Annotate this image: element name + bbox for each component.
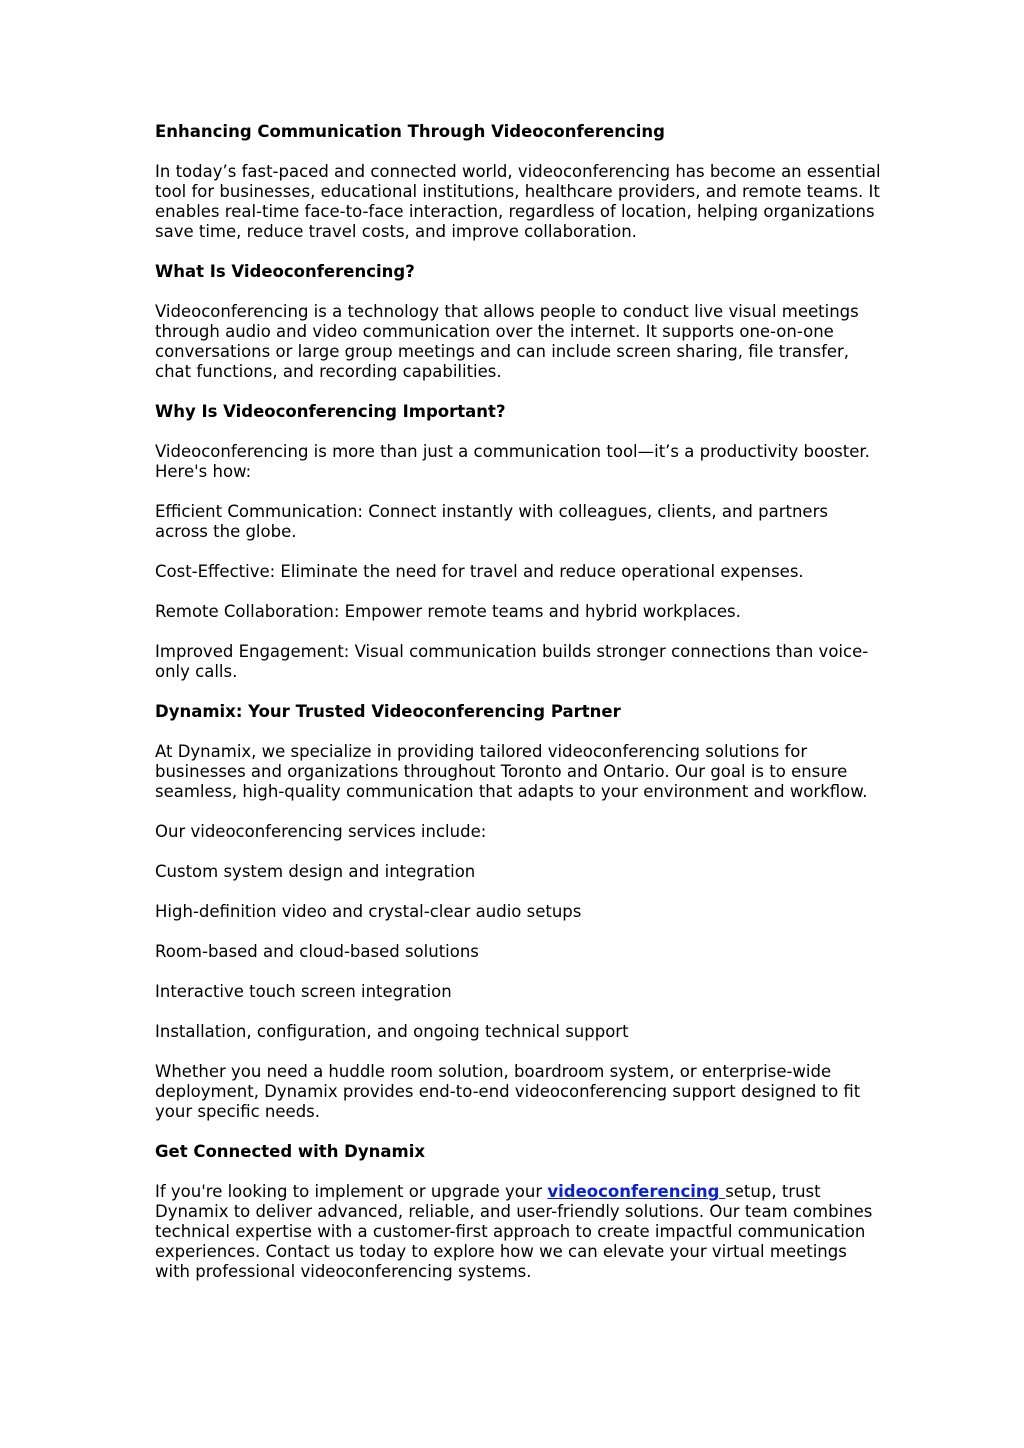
service-item-install: Installation, configuration, and ongoing technical support [155, 1022, 629, 1041]
document-title: Enhancing Communication Through Videoconferencing [155, 122, 665, 141]
benefit-item-engagement: Improved Engagement: Visual communication builds stronger connections than voice-only calls. [155, 642, 869, 681]
why-paragraph: Videoconferencing is more than just a communication tool—it’s a productivity booster. Here's how: [155, 442, 870, 481]
service-item-design: Custom system design and integration [155, 862, 476, 881]
service-item-room-cloud: Room-based and cloud-based solutions [155, 942, 479, 961]
services-intro: Our videoconferencing services include: [155, 822, 487, 841]
service-item-hd: High-definition video and crystal-clear audio setups [155, 902, 582, 921]
service-item-touch: Interactive touch screen integration [155, 982, 452, 1001]
connect-paragraph [155, 1182, 885, 1282]
benefit-item-remote: Remote Collaboration: Empower remote teams and hybrid workplaces. [155, 602, 741, 621]
why-heading: Why Is Videoconferencing Important? [155, 402, 506, 421]
benefit-item-cost: Cost-Effective: Eliminate the need for travel and reduce operational expenses. [155, 562, 804, 581]
videoconferencing-link[interactable]: videoconferencing [547, 1182, 726, 1201]
connect-heading: Get Connected with Dynamix [155, 1142, 426, 1161]
intro-paragraph: In today’s fast-paced and connected world, videoconferencing has become an essential tool for businesses, educational institutions, healthcare providers, and remote teams. It enables real-time face-to-face interaction, regardless of location, helping organizations save time, reduce travel costs, and improve collaboration. [155, 162, 881, 241]
connect-text-after-link: setup, trust Dynamix to deliver advanced, reliable, and user-friendly solutions. Our team combines technical expertise with a customer-first approach to create impactful communication experiences. Contact us today to explore how we can elevate your virtual meetings with professional videoconferencing systems. [155, 1182, 873, 1281]
dynamix-paragraph: At Dynamix, we specialize in providing tailored videoconferencing solutions for businesses and organizations throughout Toronto and Ontario. Our goal is to ensure seamless, high-quality communication that adapts to your environment and workflow. [155, 742, 868, 801]
what-paragraph: Videoconferencing is a technology that allows people to conduct live visual meetings through audio and video communication over the internet. It supports one-on-one conversations or large group meetings and can include screen sharing, file transfer, chat functions, and recording capabilities. [155, 302, 859, 381]
benefit-item-efficient: Efficient Communication: Connect instantly with colleagues, clients, and partners across the globe. [155, 502, 828, 541]
what-heading: What Is Videoconferencing? [155, 262, 415, 281]
dynamix-closing-paragraph: Whether you need a huddle room solution, boardroom system, or enterprise-wide deployment, Dynamix provides end-to-end videoconferencing support designed to fit your specific needs. [155, 1062, 861, 1121]
document-page [155, 122, 885, 1302]
connect-text-before-link: If you're looking to implement or upgrade your [155, 1182, 548, 1201]
dynamix-heading: Dynamix: Your Trusted Videoconferencing Partner [155, 702, 621, 721]
